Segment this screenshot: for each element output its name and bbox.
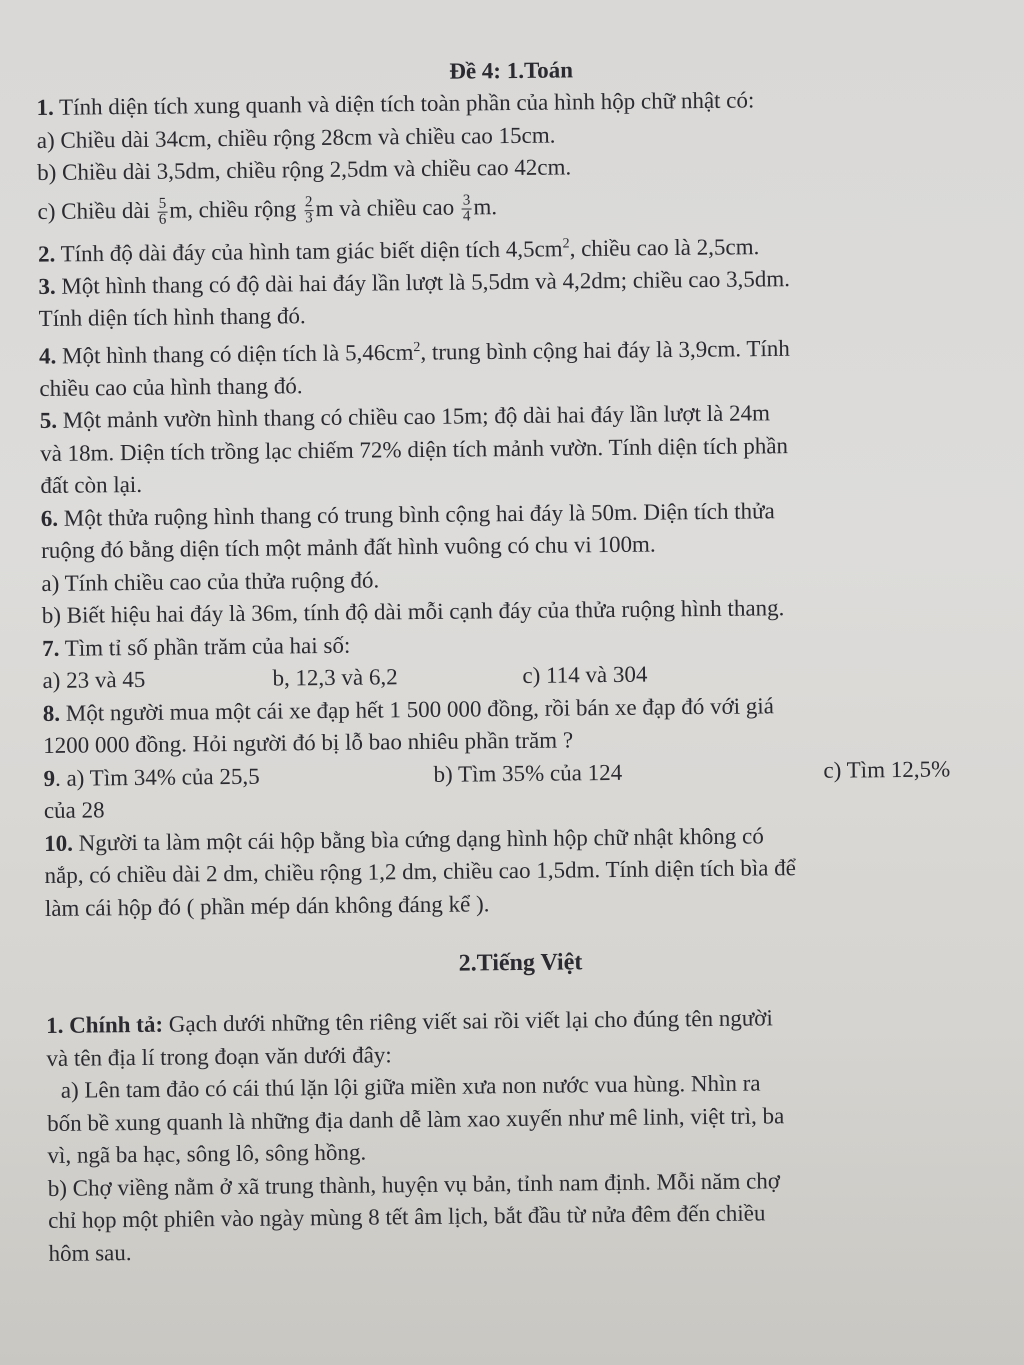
question-6: 6. Một thửa ruộng hình thang có trung bình cộng hai đáy là 50m. Diện tích thửa <box>40 498 775 531</box>
question-4-line2: chiều cao của hình thang đó. <box>39 373 303 401</box>
page-title: Đề 4: 1.Toán <box>449 57 574 84</box>
question-9: 9. a) Tìm 34% của 25,5 b) Tìm 35% của 124 c) Tìm 12,5% <box>43 756 951 791</box>
viet-passage-a-line1: a) Lên tam đảo có cái thú lặn lội giữa miền xưa non nước vua hùng. Nhìn ra <box>60 1070 761 1104</box>
question-10-line2: nắp, có chiều dài 2 dm, chiều rộng 1,2 dm, chiều cao 1,5dm. Tính diện tích bìa để <box>44 855 796 889</box>
viet-passage-a-line2: bốn bề xung quanh là những địa danh dễ làm xao xuyến như mê linh, việt trì, ba <box>47 1103 785 1136</box>
question-7: 7. Tìm tỉ số phần trăm của hai số: <box>42 632 351 661</box>
question-1: 1. Tính diện tích xung quanh và diện tích toàn phần của hình hộp chữ nhật có: <box>36 87 755 120</box>
question-6b: b) Biết hiệu hai đáy là 36m, tính độ dài mỗi cạnh đáy của thửa ruộng hình thang. <box>41 595 785 629</box>
question-5-line3: đất còn lại. <box>40 472 143 499</box>
viet-passage-b-line2: chỉ họp một phiên vào ngày mùng 8 tết âm lịch, bắt đầu từ nửa đêm đến chiều <box>48 1200 766 1234</box>
viet-question-1: 1. Chính tả: Gạch dưới những tên riêng viết sai rồi viết lại cho đúng tên người <box>45 1005 773 1039</box>
viet-passage-b-line1: b) Chợ viềng nằm ở xã trung thành, huyện vụ bản, tỉnh nam định. Mỗi năm chợ <box>47 1168 781 1201</box>
viet-question-1-line2: và tên địa lí trong đoạn văn dưới đây: <box>46 1042 392 1071</box>
question-9-line2: của 28 <box>43 797 105 824</box>
fraction-3-4: $\frac{3}{4}$ <box>462 192 471 225</box>
question-6a: a) Tính chiều cao của thửa ruộng đó. <box>41 567 380 596</box>
question-1c: c) Chiều dài $\frac{5}{6}$ m, chiều rộng $\frac{2}{3}$ m và chiều cao $\frac{3}{4}$ m. <box>37 192 498 228</box>
question-5: 5. Một mảnh vườn hình thang có chiều cao 15m; độ dài hai đáy lần lượt là 24m <box>39 400 771 434</box>
question-8-line2: 1200 000 đồng. Hỏi người đó bị lỗ bao nhiêu phần trăm ? <box>43 727 574 759</box>
worksheet-page <box>36 50 999 1270</box>
question-2: 2. Tính độ dài đáy của hình tam giác biết diện tích $4,5cm^2$, chiều cao là 2,5cm. <box>37 233 760 267</box>
fraction-2-3: $\frac{2}{3}$ <box>304 193 313 226</box>
question-6-line2: ruộng đó bằng diện tích một mảnh đất hình vuông có chu vi 100m. <box>41 531 656 564</box>
question-1a: a) Chiều dài 34cm, chiều rộng 28cm và chiều cao 15cm. <box>36 122 556 153</box>
viet-passage-a-line3: vì, ngã ba hạc, sông lô, sông hồng. <box>47 1139 367 1169</box>
question-7-options: a) 23 và 45 b, 12,3 và 6,2 c) 114 và 304 <box>42 661 648 694</box>
question-3-line2: Tính diện tích hình thang đó. <box>38 303 306 332</box>
question-10-line3: làm cái hộp đó ( phần mép dán không đáng kể ). <box>44 891 490 921</box>
question-4: 4. Một hình thang có diện tích là $5,46cm^2$, trung bình cộng hai đáy là 3,9cm. Tính <box>38 335 790 369</box>
fraction-5-6: $\frac{5}{6}$ <box>158 195 167 228</box>
question-1b: b) Chiều dài 3,5dm, chiều rộng 2,5dm và chiều cao 42cm. <box>37 154 572 185</box>
question-8: 8. Một người mua một cái xe đạp hết 1 500 000 đồng, rồi bán xe đạp đó với giá <box>42 693 775 726</box>
question-5-line2: và 18m. Diện tích trồng lạc chiếm 72% diện tích mảnh vườn. Tính diện tích phần <box>39 432 789 466</box>
question-3: 3. Một hình thang có độ dài hai đáy lần lượt là 5,5dm và 4,2dm; chiều cao 3,5dm. <box>38 265 791 299</box>
section-heading: 2.Tiếng Việt <box>458 949 583 977</box>
question-10: 10. Người ta làm một cái hộp bằng bìa cứng dạng hình hộp chữ nhật không có <box>44 823 764 856</box>
viet-passage-b-line3: hôm sau. <box>48 1239 132 1266</box>
